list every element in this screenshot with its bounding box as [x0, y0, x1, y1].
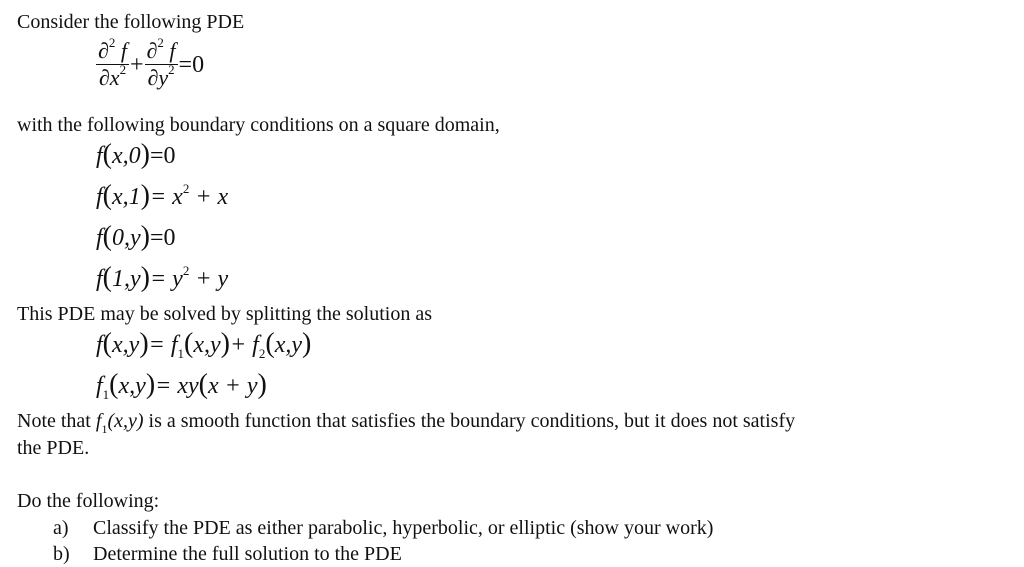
bc-equation-4: $f(1,y)= y^2 + y$ [96, 262, 229, 293]
task-label-a: a) [53, 517, 69, 539]
bc-equation-2: $f(x,1)= x^2 + x$ [96, 180, 229, 211]
task-label-b: b) [53, 543, 70, 565]
bc-equation-3: f(0,y)=0 [96, 221, 176, 252]
split-intro-text: This PDE may be solved by splitting the solution as [17, 303, 432, 325]
pde-term-x: $\frac{\partial^2 f}{\partial x^2}$ [98, 35, 127, 90]
note-text-line2: the PDE. [17, 437, 90, 459]
split-equation-2: $f_1(x,y)= xy(x + y)$ [96, 369, 267, 402]
split-equation-1: $f(x,y)= f_1(x,y)+ f_2(x,y)$ [96, 328, 312, 361]
pde-term-y: $\frac{\partial^2 f}{\partial y^2}$ [146, 35, 176, 90]
note-text: Note that $f_1(x,y)$ is a smooth function that satisfies the boundary conditions, but it does not satisfy [17, 410, 796, 436]
pde-equation: $\frac{\partial^2 f}{\partial x^2}$ + $\frac{\partial^2 f}{\partial y^2}$ =0 [98, 35, 205, 90]
task-intro-text: Do the following: [17, 490, 160, 512]
task-text-b: Determine the full solution to the PDE [93, 543, 402, 565]
bc-intro-text: with the following boundary conditions on a square domain, [17, 114, 500, 136]
task-text-a: Classify the PDE as either parabolic, hyperbolic, or elliptic (show your work) [93, 517, 714, 539]
bc-equation-1: f(x,0)=0 [96, 139, 176, 170]
intro-text: Consider the following PDE [17, 11, 245, 33]
